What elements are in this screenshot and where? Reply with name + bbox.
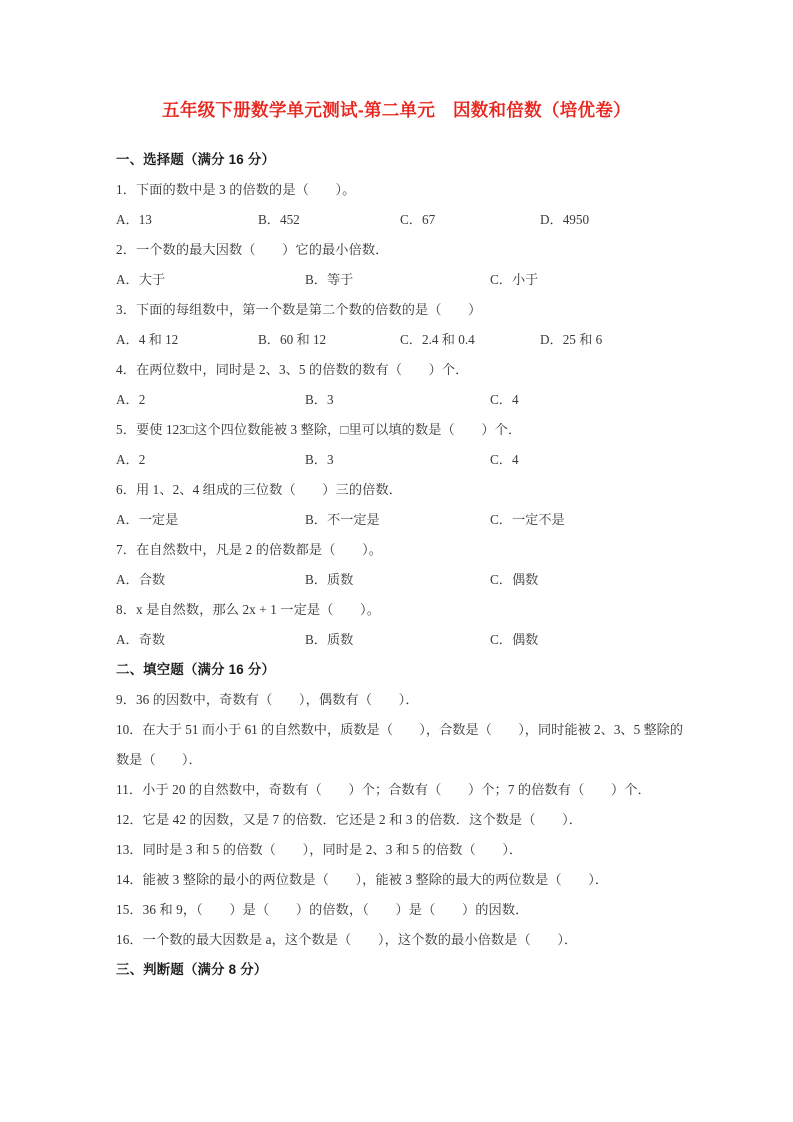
question-options-6 [116,505,686,535]
option-7-c[interactable]: C．偶数 [490,572,539,587]
document-body [116,145,686,985]
option-6-b[interactable]: B．不一定是 [305,512,380,527]
option-1-c[interactable]: C．67 [400,212,436,227]
question-stem-15: 15．36 和 9，（ ）是（ ）的倍数，（ ）是（ ）的因数． [116,902,529,917]
question-options-5 [116,445,686,475]
option-2-b[interactable]: B．等于 [305,272,354,287]
option-2-a[interactable]: A．大于 [116,272,166,287]
question-options-2 [116,265,686,295]
option-1-d[interactable]: D．4950 [540,212,590,227]
question-options-4 [116,385,686,415]
option-7-a[interactable]: A．合数 [116,572,166,587]
section-heading-choice: 一、选择题（满分 16 分） [116,152,276,167]
question-stem-6: 6．用 1、2、4 组成的三位数（ ）三的倍数． [116,482,403,497]
question-stem-13: 13．同时是 3 和 5 的倍数（ ），同时是 2、3 和 5 的倍数（ ）． [116,842,523,857]
option-4-c[interactable]: C．4 [490,392,519,407]
question-stem-4: 4．在两位数中，同时是 2、3、5 的倍数的数有（ ）个． [116,362,469,377]
question-stem-14: 14．能被 3 整除的最小的两位数是（ ），能被 3 整除的最大的两位数是（ ）． [116,872,609,887]
option-3-d[interactable]: D．25 和 6 [540,332,603,347]
question-stem-11: 11．小于 20 的自然数中，奇数有（ ）个；合数有（ ）个；7 的倍数有（ ）个． [116,782,651,797]
section-heading-true-false: 三、判断题（满分 8 分） [116,962,268,977]
option-3-c[interactable]: C．2.4 和 0.4 [400,332,475,347]
question-options-1 [116,205,686,235]
option-5-a[interactable]: A．2 [116,452,146,467]
option-1-a[interactable]: A．13 [116,212,152,227]
question-stem-8: 8．x 是自然数，那么 2x + 1 一定是（ ）。 [116,602,380,617]
option-4-a[interactable]: A．2 [116,392,146,407]
option-5-b[interactable]: B．3 [305,452,334,467]
option-2-c[interactable]: C．小于 [490,272,539,287]
question-stem-16: 16．一个数的最大因数是 a，这个数是（ ），这个数的最小倍数是（ ）． [116,932,578,947]
option-8-b[interactable]: B．质数 [305,632,354,647]
option-3-b[interactable]: B．60 和 12 [258,332,327,347]
option-8-a[interactable]: A．奇数 [116,632,166,647]
question-stem-5: 5．要使 123□这个四位数能被 3 整除，□里可以填的数是（ ）个． [116,422,522,437]
question-options-3 [116,325,686,355]
question-stem-1: 1．下面的数中是 3 的倍数的是（ ）。 [116,182,356,197]
question-stem-3: 3．下面的每组数中，第一个数是第二个数的倍数的是（ ） [116,302,482,317]
option-6-a[interactable]: A．一定是 [116,512,179,527]
option-7-b[interactable]: B．质数 [305,572,354,587]
option-1-b[interactable]: B．452 [258,212,300,227]
option-5-c[interactable]: C．4 [490,452,519,467]
question-stem-2: 2．一个数的最大因数（ ）它的最小倍数． [116,242,389,257]
question-stem-10: 10．在大于 51 而小于 61 的自然数中，质数是（ ），合数是（ ），同时能被 2、3、5 整除的数是（ ）． [116,722,684,767]
question-stem-7: 7．在自然数中，凡是 2 的倍数都是（ ）。 [116,542,383,557]
option-6-c[interactable]: C．一定不是 [490,512,565,527]
section-heading-fill-blank: 二、填空题（满分 16 分） [116,662,276,677]
option-3-a[interactable]: A．4 和 12 [116,332,179,347]
question-stem-9: 9．36 的因数中，奇数有（ ），偶数有（ ）． [116,692,419,707]
option-4-b[interactable]: B．3 [305,392,334,407]
question-options-7 [116,565,686,595]
option-8-c[interactable]: C．偶数 [490,632,539,647]
question-stem-12: 12．它是 42 的因数，又是 7 的倍数．它还是 2 和 3 的倍数．这个数是（ ）． [116,812,583,827]
page-title: 五年级下册数学单元测试-第二单元 因数和倍数（培优卷） [162,100,631,120]
question-options-8 [116,625,686,655]
